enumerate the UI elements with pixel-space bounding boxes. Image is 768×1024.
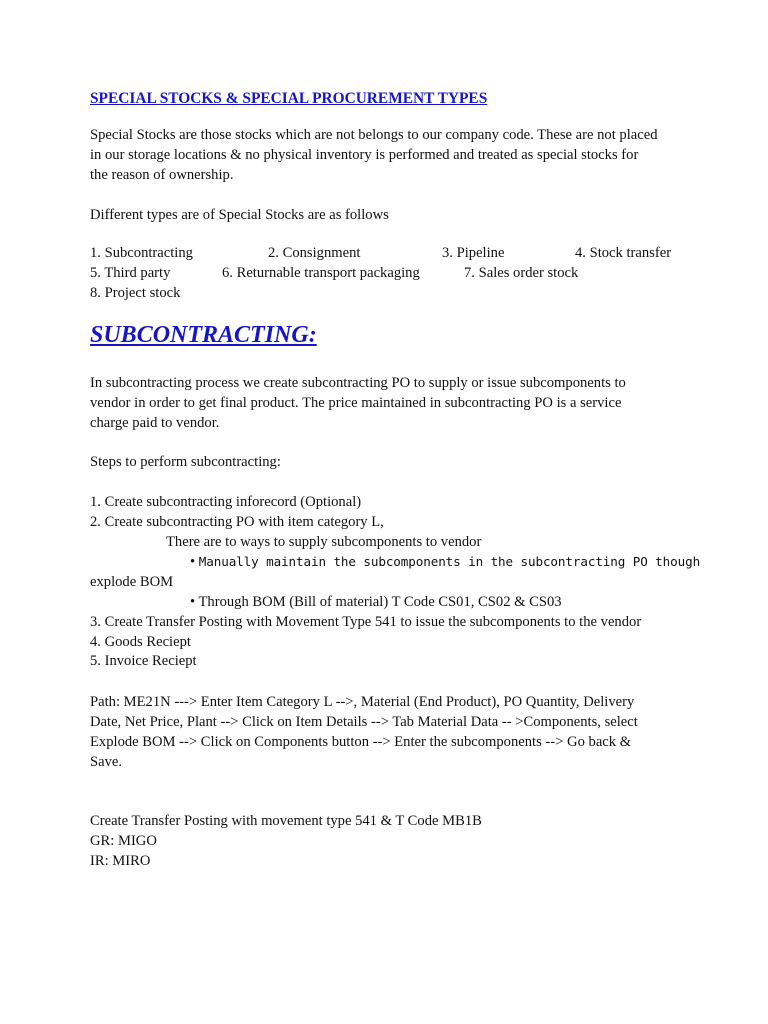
page-title: SPECIAL STOCKS & SPECIAL PROCUREMENT TYPES — [90, 90, 488, 107]
step-4: 4. Goods Reciept — [90, 634, 191, 650]
step-1: 1. Create subcontracting inforecord (Optional) — [90, 494, 362, 510]
step-5: 5. Invoice Reciept — [90, 653, 197, 669]
type-consignment: 2. Consignment — [268, 245, 361, 261]
step-2: 2. Create subcontracting PO with item category L, — [90, 514, 384, 530]
bullet-item-1 — [190, 552, 700, 572]
path-line-3: Explode BOM --> Click on Components button --> Enter the subcomponents --> Go back & — [90, 734, 632, 750]
sub-intro-line-2: vendor in order to get final product. The price maintained in subcontracting PO is a service — [90, 395, 622, 411]
ir-line: IR: MIRO — [90, 853, 151, 869]
bullet-icon: • — [190, 594, 196, 610]
type-third-party: 5. Third party — [90, 265, 171, 281]
type-pipeline: 3. Pipeline — [442, 245, 505, 261]
intro-line-3: the reason of ownership. — [90, 167, 234, 183]
step-2-ways: There are to ways to supply subcomponents to vendor — [166, 534, 482, 550]
bullet-item-1-continued: explode BOM — [90, 574, 174, 590]
transfer-posting-line: Create Transfer Posting with movement type 541 & T Code MB1B — [90, 813, 482, 829]
type-subcontracting: 1. Subcontracting — [90, 245, 193, 261]
steps-intro: Steps to perform subcontracting: — [90, 454, 281, 470]
sub-intro-line-1: In subcontracting process we create subcontracting PO to supply or issue subcomponents to — [90, 375, 626, 391]
type-project-stock: 8. Project stock — [90, 285, 181, 301]
bullet-item-2 — [190, 592, 562, 612]
type-stock-transfer: 4. Stock transfer — [575, 245, 672, 261]
section-heading-subcontracting: SUBCONTRACTING: — [90, 322, 317, 348]
path-line-1: Path: ME21N ---> Enter Item Category L -->, Material (End Product), PO Quantity, Delivery — [90, 694, 635, 710]
bullet-item-2-text: Through BOM (Bill of material) T Code CS01, CS02 & CS03 — [198, 594, 562, 610]
gr-line: GR: MIGO — [90, 833, 157, 849]
step-3: 3. Create Transfer Posting with Movement Type 541 to issue the subcomponents to the vendor — [90, 614, 642, 630]
sub-intro-line-3: charge paid to vendor. — [90, 415, 220, 431]
intro-line-2: in our storage locations & no physical inventory is performed and treated as special stocks for — [90, 147, 639, 163]
types-intro: Different types are of Special Stocks are as follows — [90, 207, 389, 223]
bullet-icon: • — [190, 554, 196, 570]
path-line-4: Save. — [90, 754, 123, 770]
path-line-2: Date, Net Price, Plant --> Click on Item Details --> Tab Material Data -- >Components, select — [90, 714, 638, 730]
bullet-item-1-text: Manually maintain the subcomponents in the subcontracting PO though — [198, 554, 701, 569]
intro-line-1: Special Stocks are those stocks which are not belongs to our company code. These are not placed — [90, 127, 658, 143]
type-sales-order-stock: 7. Sales order stock — [464, 265, 579, 281]
type-returnable-packaging: 6. Returnable transport packaging — [222, 265, 420, 281]
